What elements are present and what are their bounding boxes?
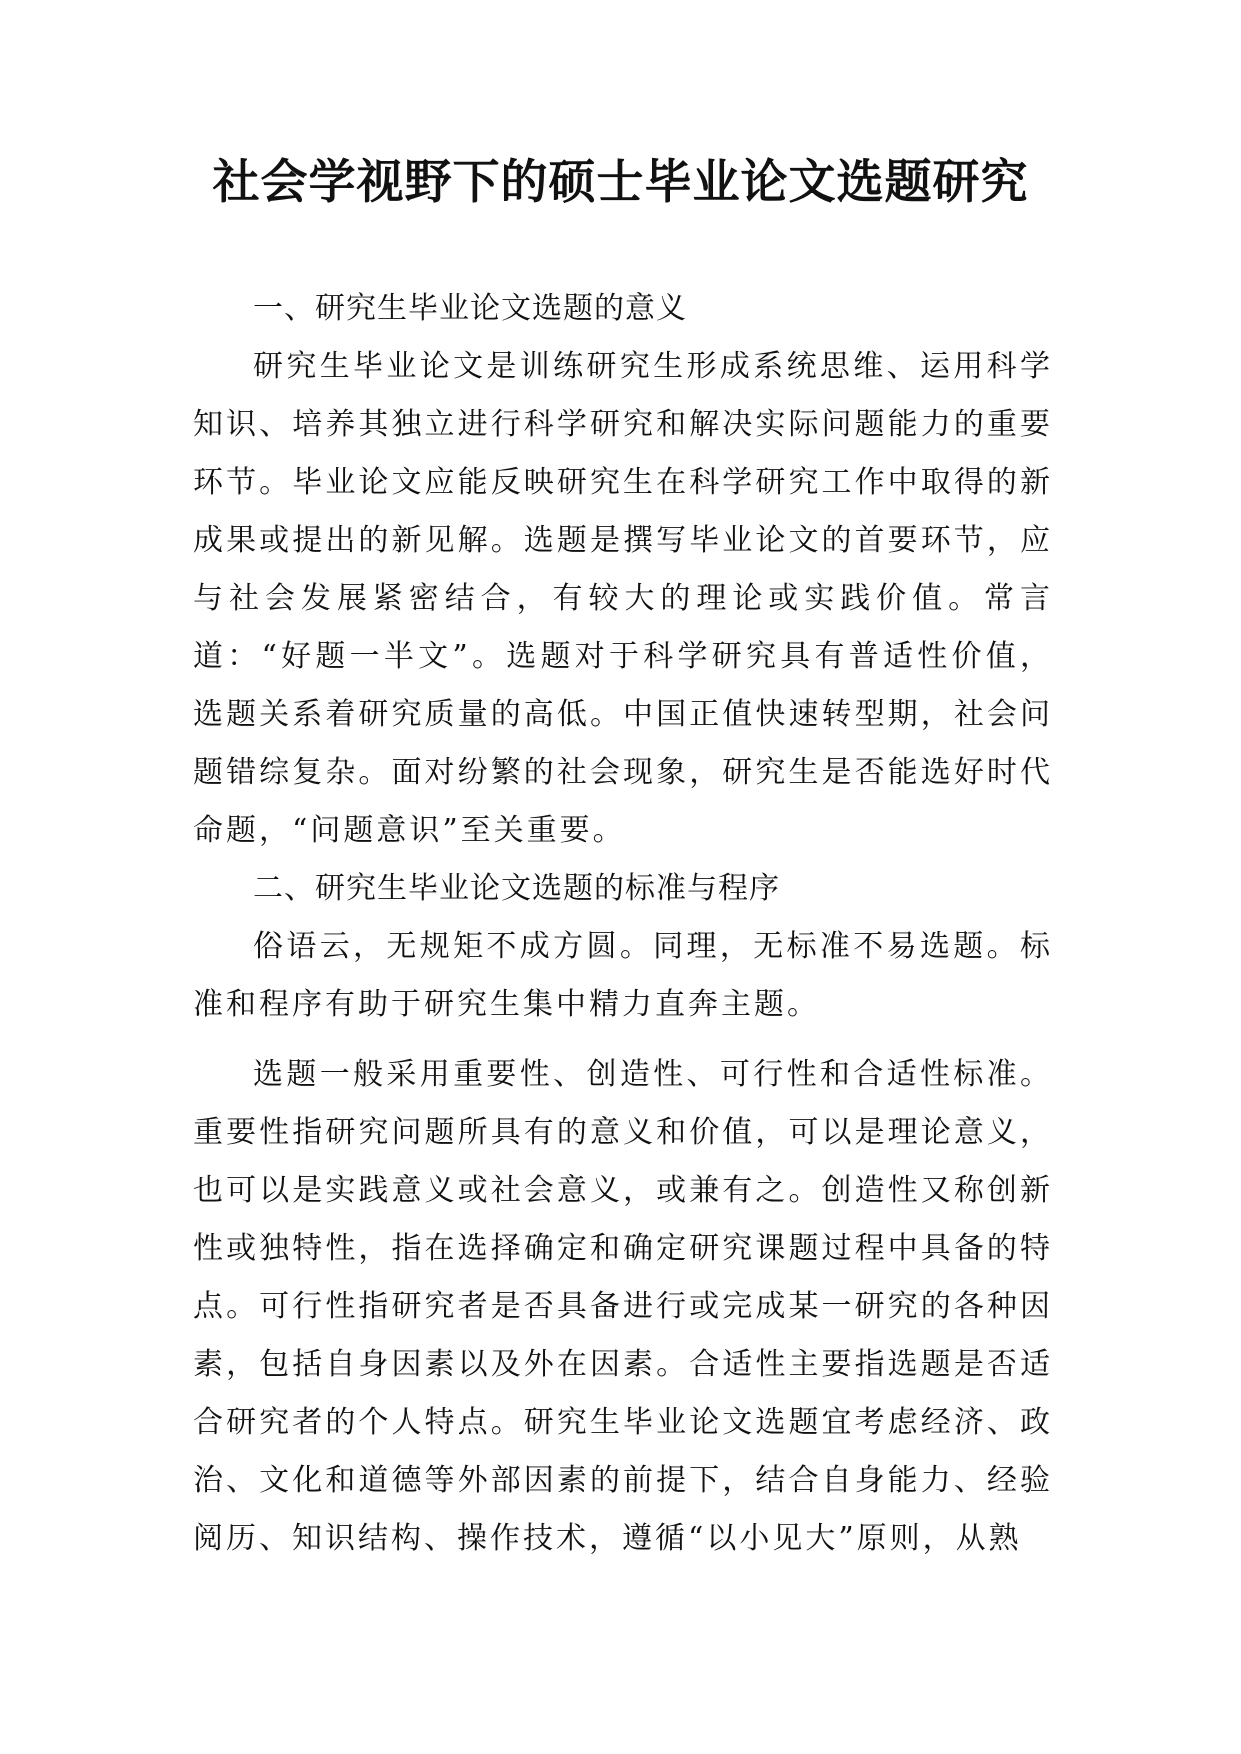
document-title: 社会学视野下的硕士毕业论文选题研究 bbox=[212, 155, 1029, 210]
section-heading-1: 一、研究生毕业论文选题的意义 bbox=[253, 291, 687, 326]
paragraph-2: 俗语云，无规矩不成方圆。同理，无标准不易选题。标准和程序有助于研究生集中精力直奔主题。 bbox=[193, 929, 1053, 1022]
document-body bbox=[193, 280, 1053, 1568]
paragraph-1: 研究生毕业论文是训练研究生形成系统思维、运用科学知识、培养其独立进行科学研究和解决实际问题能力的重要环节。毕业论文应能反映研究生在科学研究工作中取得的新成果或提出的新见解。选题是撰写毕业论文的首要环节，应与社会发展紧密结合，有较大的理论或实践价值。常言道：“好题一半文”。选题对于科学研究具有普适性价值，选题关系着研究质量的高低。中国正值快速转型期，社会问题错综复杂。面对纷繁的社会现象，研究生是否能选好时代命题，“问题意识”至关重要。 bbox=[193, 349, 1053, 848]
paragraph-3: 选题一般采用重要性、创造性、可行性和合适性标准。重要性指研究问题所具有的意义和价值，可以是理论意义，也可以是实践意义或社会意义，或兼有之。创造性又称创新性或独特性，指在选择确定和确定研究课题过程中具备的特点。可行性指研究者是否具备进行或完成某一研究的各种因素，包括自身因素以及外在因素。合适性主要指选题是否适合研究者的个人特点。研究生毕业论文选题宜考虑经济、政治、文化和道德等外部因素的前提下，结合自身能力、经验阅历、知识结构、操作技术，遵循“以小见大”原则，从熟 bbox=[193, 1057, 1053, 1556]
section-heading-2: 二、研究生毕业论文选题的标准与程序 bbox=[253, 871, 780, 906]
